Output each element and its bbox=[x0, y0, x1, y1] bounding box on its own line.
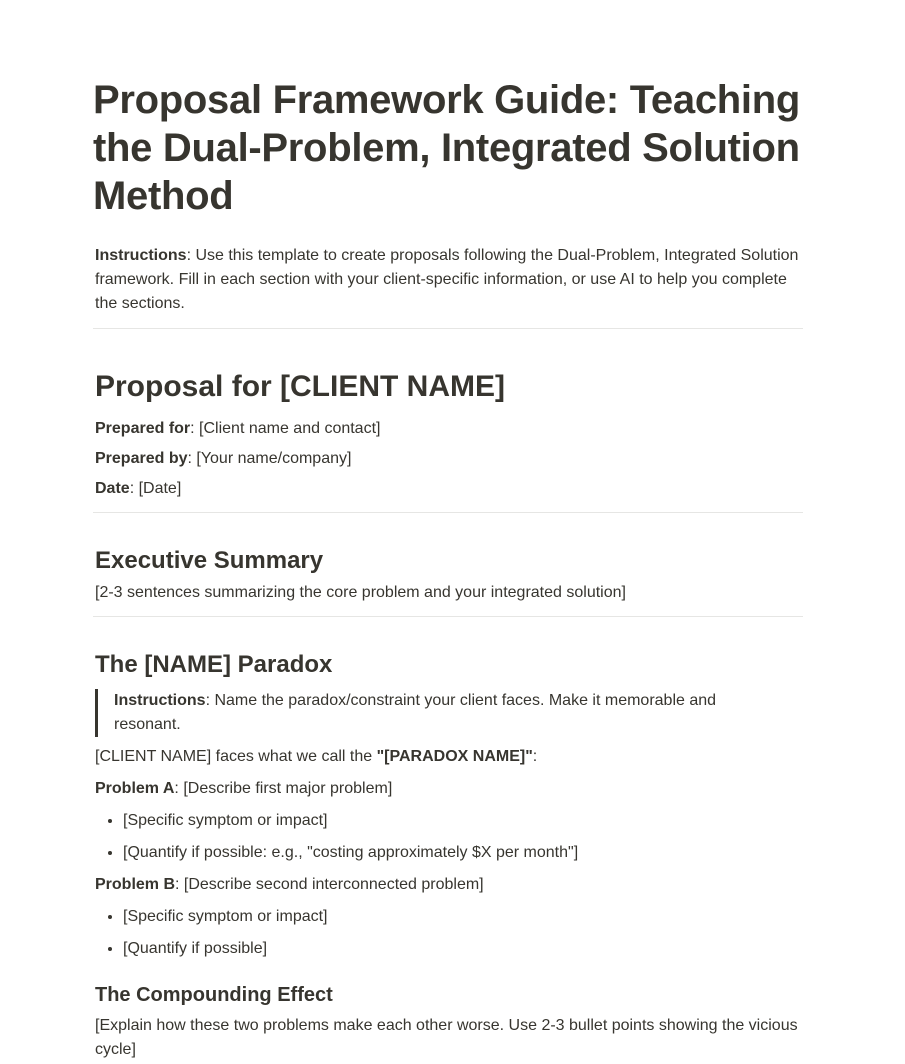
problem-b-bullets bbox=[93, 905, 803, 961]
prepared-by-label: Prepared by bbox=[95, 450, 188, 467]
intro-paragraph bbox=[93, 244, 803, 316]
divider bbox=[93, 328, 803, 329]
prepared-for-label: Prepared for bbox=[95, 420, 191, 437]
problem-a-line bbox=[93, 777, 803, 801]
paradox-heading: The [NAME] Paradox bbox=[95, 651, 333, 678]
list-item: • [Specific symptom or impact] bbox=[123, 905, 803, 929]
date-value: : [Date] bbox=[129, 480, 182, 497]
prepared-by-value: : [Your name/company] bbox=[187, 450, 352, 467]
compounding-effect-text: [Explain how these two problems make each other worse. Use 2-3 bullet points showing the vicious cycle] bbox=[95, 1017, 798, 1058]
executive-summary-text: [2-3 sentences summarizing the core problem and your integrated solution] bbox=[95, 584, 626, 601]
intro-label: Instructions bbox=[95, 247, 187, 264]
problem-b-label: Problem B bbox=[95, 876, 176, 893]
problem-a-bullets bbox=[93, 809, 803, 865]
paradox-lead-text: [CLIENT NAME] faces what we call the bbox=[95, 748, 377, 765]
page-title: Proposal Framework Guide: Teaching the Dual-Problem, Integrated Solution Method bbox=[93, 78, 800, 218]
document-page bbox=[93, 0, 803, 1062]
compounding-effect-heading: The Compounding Effect bbox=[95, 984, 333, 1006]
proposal-heading: Proposal for [CLIENT NAME] bbox=[95, 370, 505, 403]
divider bbox=[93, 616, 803, 617]
divider bbox=[93, 512, 803, 513]
date-label: Date bbox=[95, 480, 130, 497]
problem-b-text: : [Describe second interconnected problem] bbox=[175, 876, 484, 893]
callout-text: : Name the paradox/constraint your client faces. Make it memorable and resonant. bbox=[114, 692, 717, 733]
intro-text: : Use this template to create proposals following the Dual-Problem, Integrated Solution framework. Fill in each section with your client-specific information, or use AI to help you complete the sections. bbox=[95, 247, 799, 312]
prepared-for-value: : [Client name and contact] bbox=[190, 420, 381, 437]
prepared-for-line bbox=[93, 417, 803, 441]
list-item: • [Quantify if possible: e.g., "costing approximately $X per month"] bbox=[123, 841, 803, 865]
paradox-lead-suffix: : bbox=[532, 748, 538, 765]
problem-a-label: Problem A bbox=[95, 780, 175, 797]
executive-summary-heading: Executive Summary bbox=[95, 547, 324, 574]
instructions-callout bbox=[95, 689, 774, 737]
problem-b-line bbox=[93, 873, 803, 897]
list-item: • [Quantify if possible] bbox=[123, 937, 803, 961]
problem-a-text: : [Describe first major problem] bbox=[174, 780, 393, 797]
paradox-lead bbox=[93, 745, 803, 769]
prepared-by-line bbox=[93, 447, 803, 471]
callout-label: Instructions bbox=[114, 692, 206, 709]
list-item: • [Specific symptom or impact] bbox=[123, 809, 803, 833]
date-line bbox=[93, 477, 803, 501]
paradox-name: "[PARADOX NAME]" bbox=[376, 748, 533, 765]
